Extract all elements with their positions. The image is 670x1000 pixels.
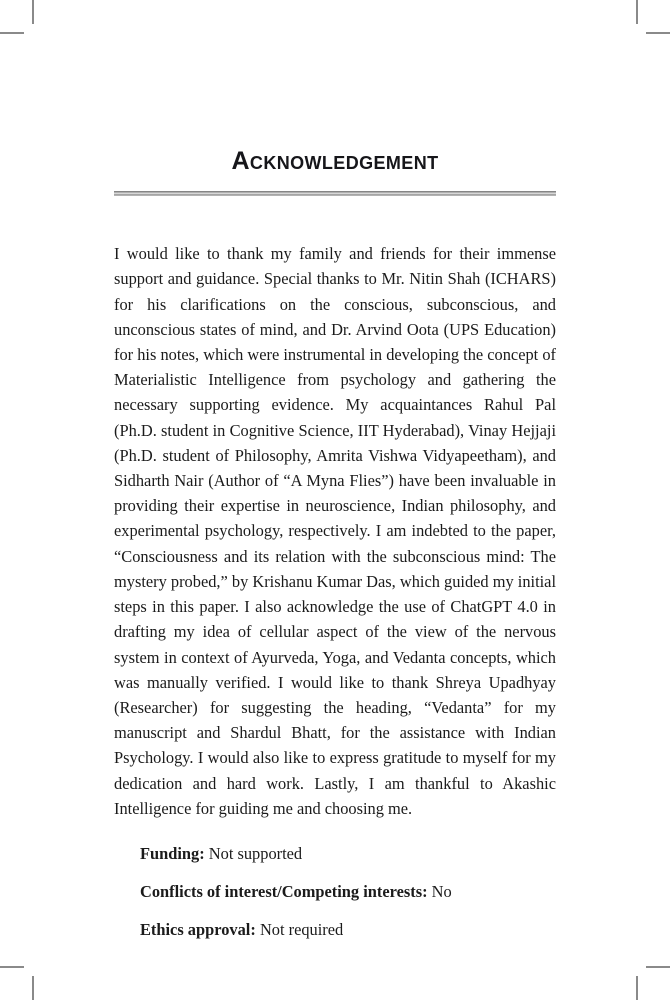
metadata-list bbox=[114, 821, 556, 941]
crop-mark-top-right-horizontal bbox=[646, 32, 670, 34]
metadata-item-funding bbox=[140, 843, 556, 865]
crop-mark-bottom-left-vertical bbox=[32, 976, 34, 1000]
crop-mark-top-right-vertical bbox=[636, 0, 638, 24]
crop-mark-top-left-vertical bbox=[32, 0, 34, 24]
metadata-label: Ethics approval: bbox=[140, 920, 256, 940]
acknowledgement-body: I would like to thank my family and friends for their immense support and guidance. Special thanks to Mr. Nitin Shah (ICHARS) for his clarifications on the conscious, subconscious, and unconscious states of mind, and Dr. Arvind Oota (UPS Education) for his notes, which were instrumental in developing the concept of Materialistic Intelligence from psychology and gathering the necessary supporting evidence. My acquaintances Rahul Pal (Ph.D. student in Cognitive Science, IIT Hyderabad), Vinay Hejjaji (Ph.D. student of Philosophy, Amrita Vishwa Vidyapeetham), and Sidharth Nair (Author of “A Myna Flies”) have been invaluable in providing their expertise in neuroscience, Indian philosophy, and experimental psychology, respectively. I am indebted to the paper, “Consciousness and its relation with the subconscious mind: The mystery probed,” by Krishanu Kumar Das, which guided my initial steps in this paper. I also acknowledge the use of ChatGPT 4.0 in drafting my idea of cellular aspect of the view of the nervous system in context of Ayurveda, Yoga, and Vedanta concepts, which was manually verified. I would like to thank Shreya Upadhyay (Researcher) for suggesting the heading, “Vedanta” for my manuscript and Shardul Bhatt, for the assistance with Indian Psychology. I would also like to express gratitude to myself for my dedication and hard work. Lastly, I am thankful to Akashic Intelligence for guiding me and choosing me. bbox=[114, 244, 557, 818]
metadata-value: Not required bbox=[259, 920, 344, 940]
page-title: Acknowledgement bbox=[231, 147, 439, 175]
content-column bbox=[114, 0, 556, 941]
crop-mark-top-left-horizontal bbox=[0, 32, 24, 34]
metadata-value: No bbox=[431, 882, 452, 902]
metadata-label: Funding: bbox=[140, 843, 205, 863]
metadata-label: Conflicts of interest/Competing interests: bbox=[140, 882, 428, 902]
crop-mark-bottom-right-horizontal bbox=[646, 966, 670, 968]
crop-mark-bottom-right-vertical bbox=[636, 976, 638, 1000]
metadata-value: Not supported bbox=[208, 843, 303, 863]
metadata-item-conflicts-of-interest bbox=[140, 881, 556, 903]
metadata-item-ethics-approval bbox=[140, 919, 556, 941]
crop-mark-bottom-left-horizontal bbox=[0, 966, 24, 968]
